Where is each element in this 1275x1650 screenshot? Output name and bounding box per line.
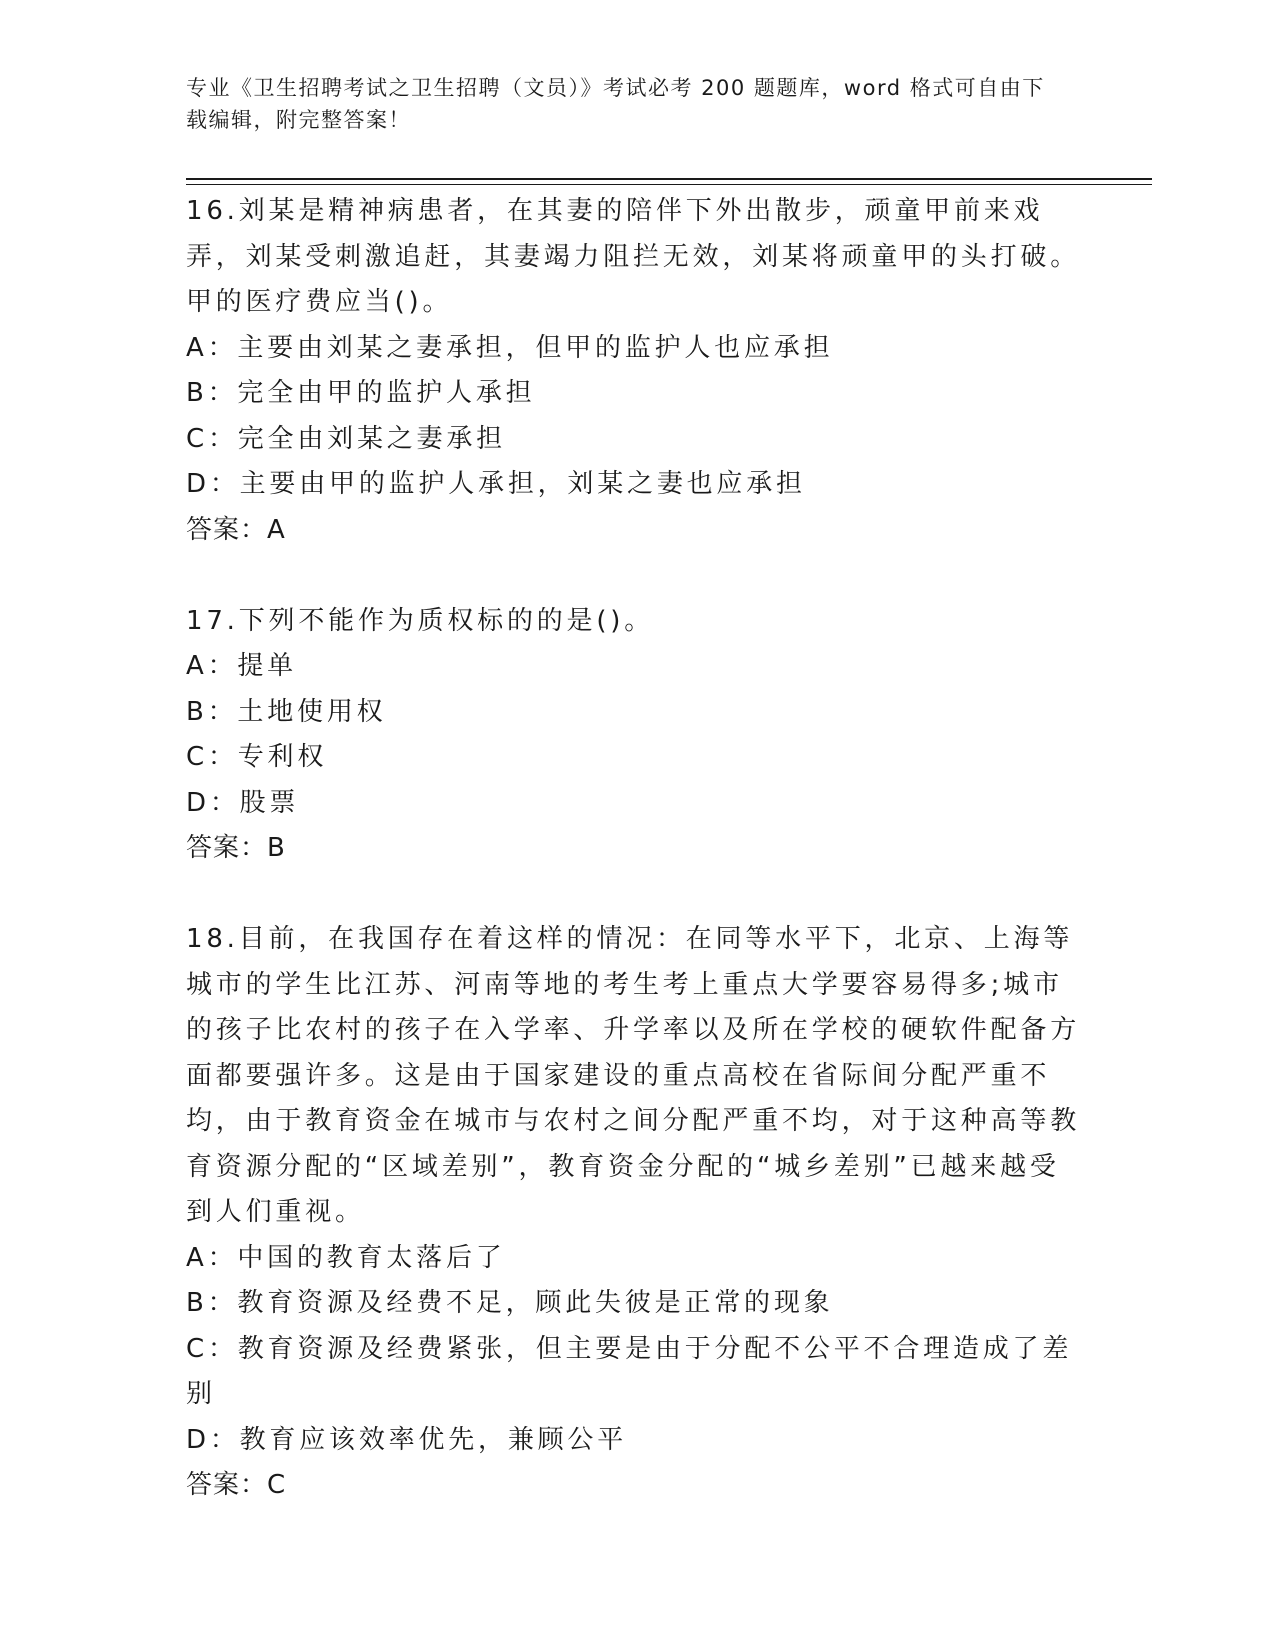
option-b: B：教育资源及经费不足，顾此失彼是正常的现象 xyxy=(186,1288,834,1318)
option-c: C：专利权 xyxy=(186,742,328,772)
question-stem: 18.目前，在我国存在着这样的情况：在同等水平下，北京、上海等城市的学生比江苏、河南等地的考生考上重点大学要容易得多;城市的孩子比农村的孩子在入学率、升学率以及所在学校的硬软件配备方面都要强许多。这是由于国家建设的重点高校在省际间分配严重不均，由于教育资金在城市与农村之间分配严重不均，对于这种高等教育资源分配的“区域差别”，教育资金分配的“城乡差别”已越来越受到人们重视。 xyxy=(186,924,1081,1227)
option-c: C：完全由刘某之妻承担 xyxy=(186,423,506,454)
option-d: D：教育应该效率优先，兼顾公平 xyxy=(186,1424,628,1455)
option-b: B：完全由甲的监护人承担 xyxy=(186,378,536,408)
option-d: D：主要由甲的监护人承担，刘某之妻也应承担 xyxy=(186,469,806,499)
answer-line xyxy=(186,508,1086,554)
question-stem: 16.刘某是精神病患者，在其妻的陪伴下外出散步，顽童甲前来戏弄，刘某受刺激追赶，其妻竭力阻拦无效，刘某将顽童甲的头打破。甲的医疗费应当()。 xyxy=(186,196,1081,317)
header-divider-thin xyxy=(186,184,1152,185)
option-a: A：提单 xyxy=(186,651,297,681)
document-header xyxy=(186,72,1066,136)
question-18 xyxy=(186,917,1086,1509)
option-a: A：中国的教育太落后了 xyxy=(186,1242,506,1273)
question-list xyxy=(186,189,1086,1509)
header-divider-thick xyxy=(186,178,1152,180)
option-d: D：股票 xyxy=(186,787,300,818)
option-c: C：教育资源及经费紧张，但主要是由于分配不公平不合理造成了差别 xyxy=(186,1333,1073,1409)
answer-label: 答案： xyxy=(186,833,268,863)
question-stem: 17.下列不能作为质权标的的是()。 xyxy=(186,605,655,636)
question-gap xyxy=(186,553,1086,599)
question-17 xyxy=(186,599,1086,872)
answer-line xyxy=(186,1463,1086,1509)
question-16 xyxy=(186,189,1086,553)
answer-value: A xyxy=(267,514,286,545)
answer-line xyxy=(186,826,1086,872)
option-b: B：土地使用权 xyxy=(186,696,387,727)
answer-label: 答案： xyxy=(186,514,268,545)
answer-value: B xyxy=(267,833,286,863)
option-a: A：主要由刘某之妻承担，但甲的监护人也应承担 xyxy=(186,332,834,363)
answer-label: 答案： xyxy=(186,1470,268,1500)
answer-value: C xyxy=(267,1470,287,1500)
question-gap xyxy=(186,872,1086,918)
header-text: 专业《卫生招聘考试之卫生招聘（文员）》考试必考 200 题题库，word 格式可自由下载编辑，附完整答案！ xyxy=(186,76,1045,132)
